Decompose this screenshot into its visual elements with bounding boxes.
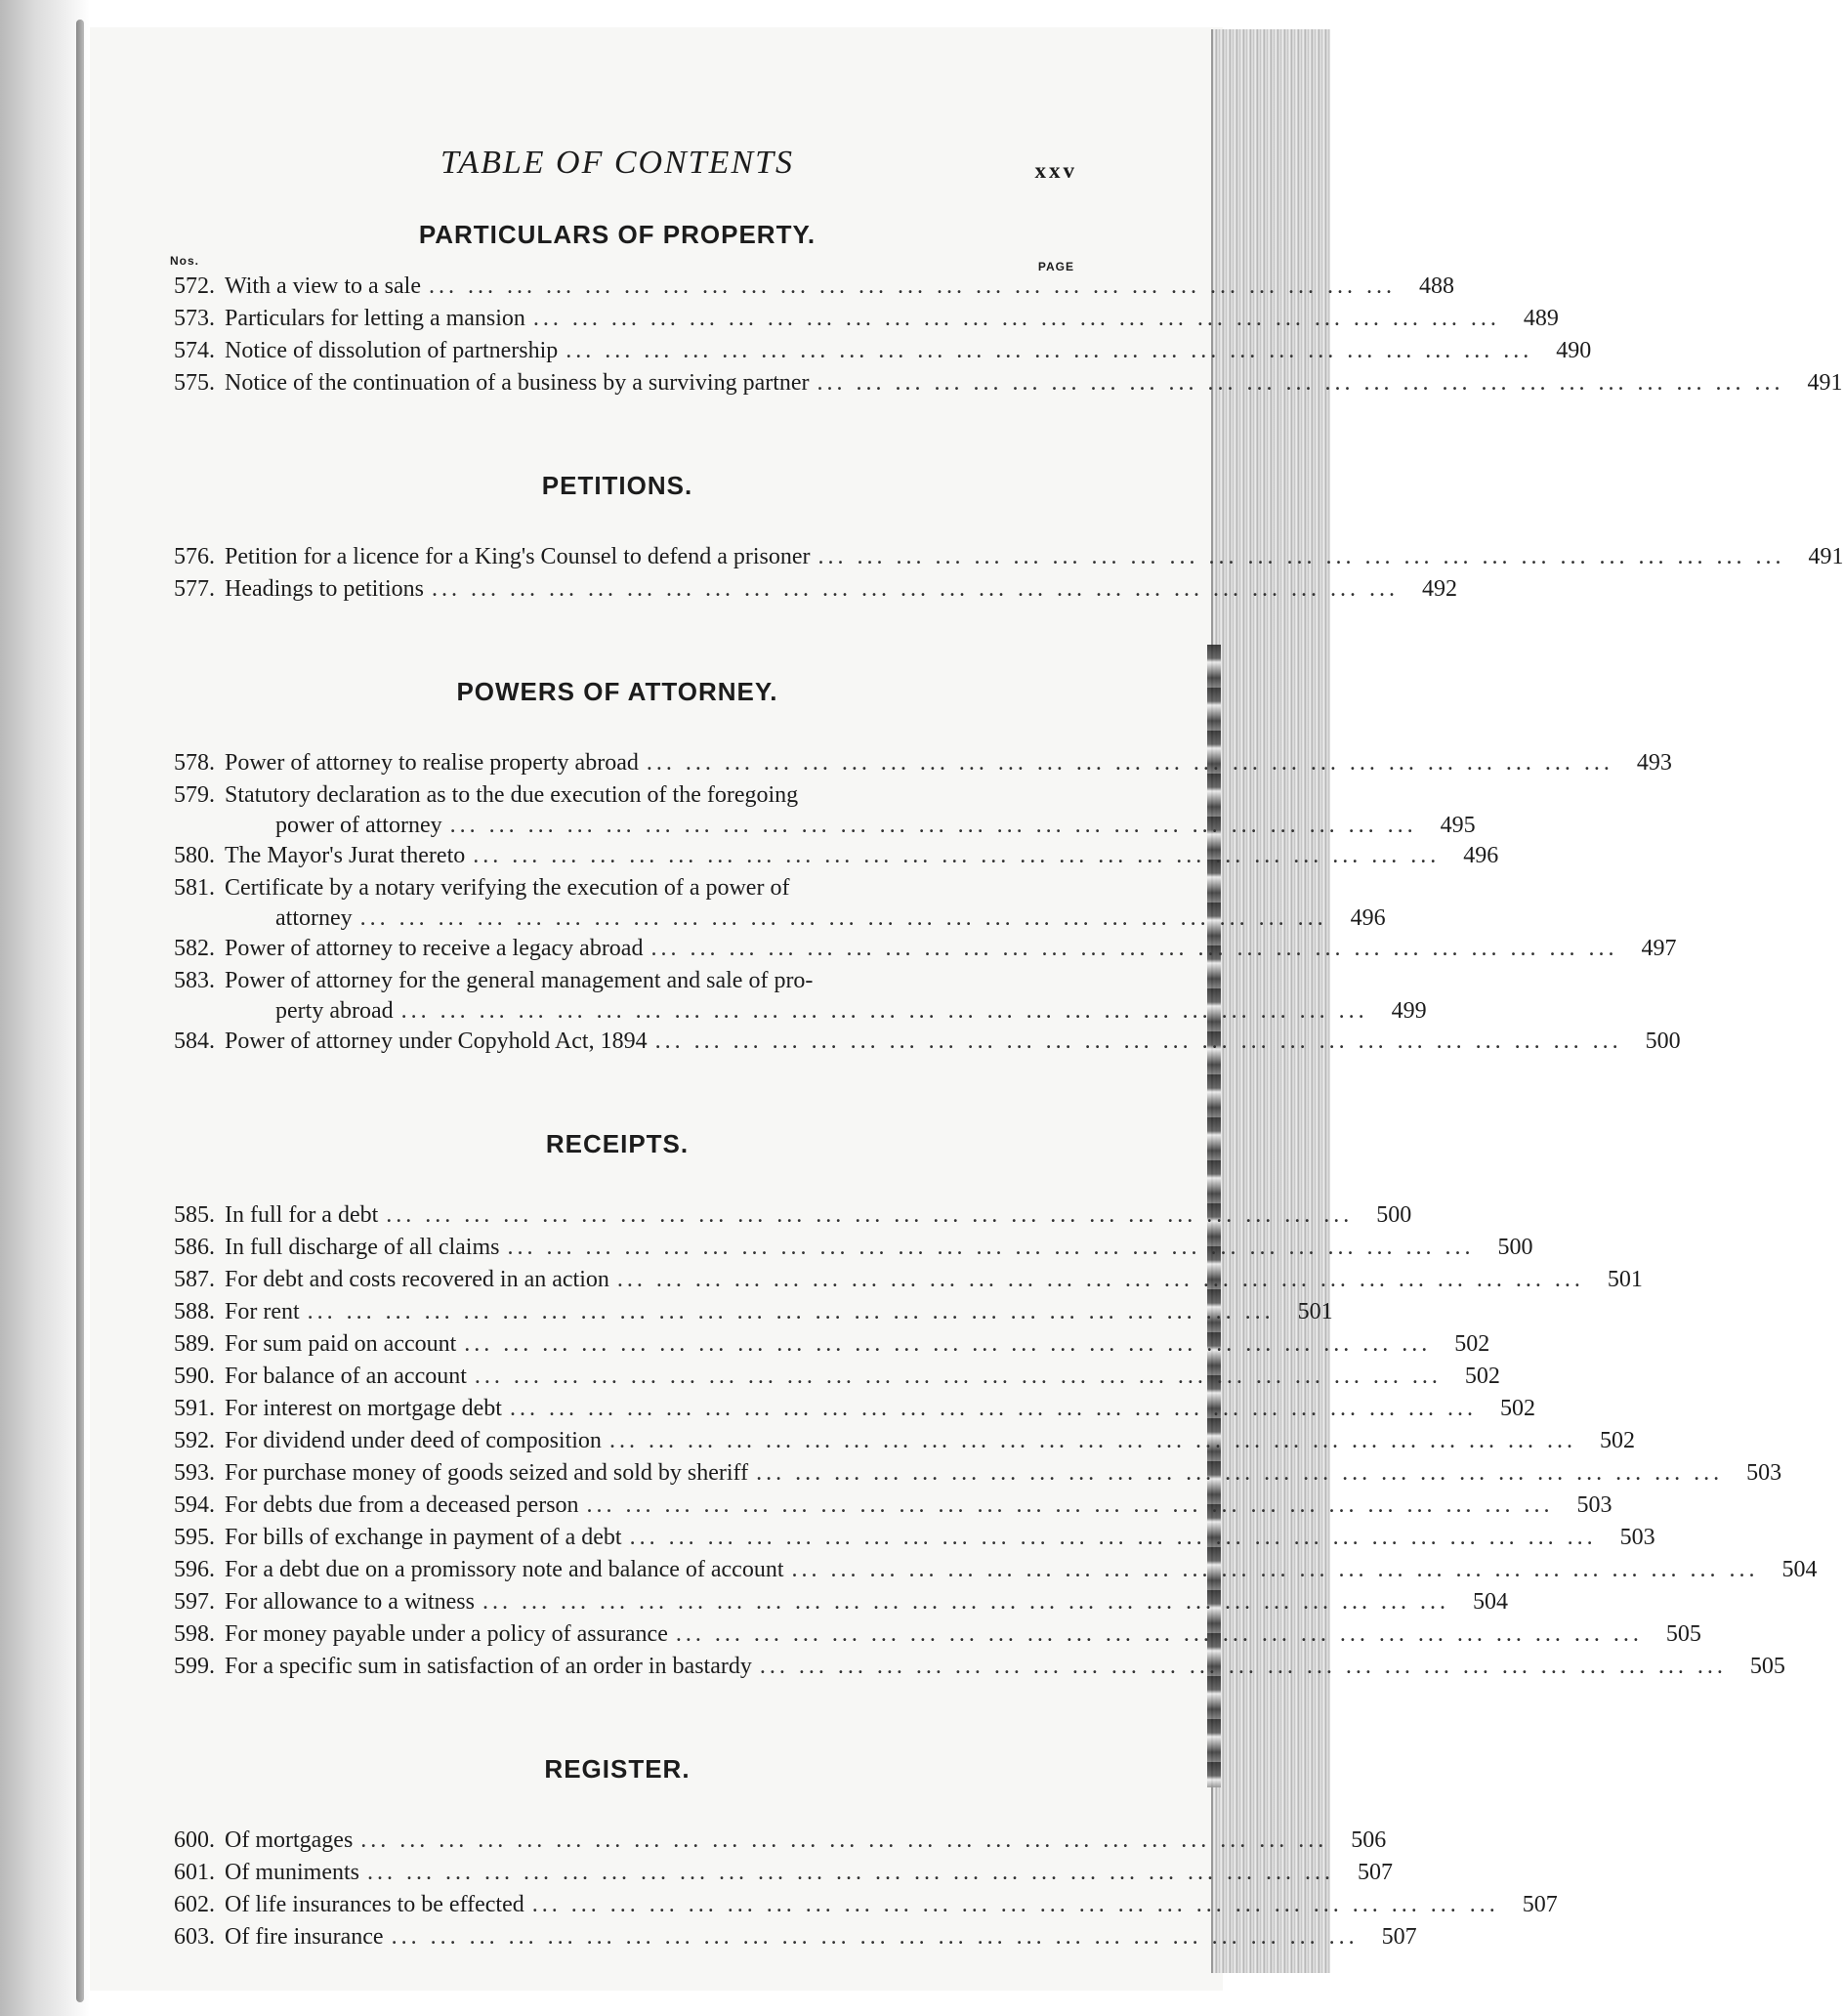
entry-number: 583. — [174, 968, 215, 993]
entry-number: 587. — [174, 1267, 215, 1292]
entry-title: For a debt due on a promissory note and balance of account — [225, 1557, 784, 1582]
section-spacer — [158, 1058, 1076, 1128]
column-headings — [158, 251, 1076, 271]
table-of-contents — [158, 145, 1843, 1953]
dot-leader: ... ... ... ... ... ... ... ... ... ... ... ... ... ... ... ... ... ... ... ... ... ... ... ... ... — [756, 1460, 1724, 1486]
entry-number: 582. — [174, 936, 215, 961]
entry-number: 591. — [174, 1396, 215, 1421]
entry-number: 586. — [174, 1235, 215, 1260]
gutter-shadow — [76, 20, 84, 2002]
entry-title: In full discharge of all claims — [225, 1235, 500, 1260]
dot-leader: ... ... ... ... ... ... ... ... ... ... ... ... ... ... ... ... ... ... ... ... ... ... ... ... ... — [482, 1589, 1449, 1615]
dot-leader: ... ... ... ... ... ... ... ... ... ... ... ... ... ... ... ... ... ... ... ... ... ... ... ... ... — [654, 1029, 1622, 1054]
entry-title: The Mayor's Jurat thereto — [225, 843, 466, 868]
entry-page: 500 — [1497, 1235, 1533, 1260]
entry-number: 594. — [174, 1492, 215, 1518]
toc-entry — [158, 1361, 1500, 1393]
folio-number: xxv — [1034, 158, 1077, 183]
toc-entry — [158, 1651, 1785, 1683]
dot-leader: ... ... ... ... ... ... ... ... ... ... ... ... ... ... ... ... ... ... ... ... ... ... ... ... ... — [386, 1202, 1354, 1228]
entry-page: 507 — [1381, 1924, 1417, 1950]
entry-title: Of life insurances to be effected — [225, 1892, 524, 1917]
entry-page: 489 — [1523, 306, 1559, 331]
entry-page: 490 — [1556, 338, 1592, 363]
toc-entry — [158, 1328, 1490, 1361]
section-spacer — [158, 606, 1076, 676]
toc-entry — [158, 1825, 1387, 1857]
entry-title: For balance of an account — [225, 1364, 467, 1389]
entry-title-continued: perty abroad — [275, 998, 394, 1024]
entry-title: Of muniments — [225, 1860, 359, 1885]
entry-page: 500 — [1645, 1029, 1681, 1054]
entry-page: 501 — [1607, 1267, 1643, 1292]
entry-title: Power of attorney under Copyhold Act, 1894 — [225, 1029, 648, 1054]
entry-number: 574. — [174, 338, 215, 363]
entry-page: 499 — [1391, 998, 1427, 1024]
toc-entry — [158, 1618, 1701, 1651]
toc-entry — [158, 840, 1499, 872]
entry-page: 504 — [1472, 1589, 1508, 1615]
toc-sections — [158, 219, 1843, 1953]
heading-spacer — [158, 502, 1076, 541]
entry-title: For rent — [225, 1299, 300, 1324]
entry-page: 503 — [1746, 1460, 1782, 1486]
toc-entry — [158, 303, 1559, 335]
entry-title: For bills of exchange in payment of a debt — [225, 1525, 622, 1550]
entry-page: 491 — [1807, 370, 1843, 396]
toc-entry — [158, 1232, 1533, 1264]
entry-page: 505 — [1665, 1621, 1701, 1647]
heading-spacer — [158, 1160, 1076, 1199]
entry-page: 497 — [1641, 936, 1677, 961]
toc-entry — [158, 1457, 1782, 1490]
entry-title: For purchase money of goods seized and sold by sheriff — [225, 1460, 749, 1486]
entry-page: 506 — [1351, 1827, 1387, 1853]
entry-number: 603. — [174, 1924, 215, 1950]
entry-number: 572. — [174, 273, 215, 299]
dot-leader: ... ... ... ... ... ... ... ... ... ... ... ... ... ... ... ... ... ... ... ... ... ... ... ... ... — [646, 750, 1613, 776]
entry-number: 595. — [174, 1525, 215, 1550]
section-spacer — [158, 1683, 1076, 1753]
section-title: RECEIPTS. — [545, 1129, 690, 1158]
entry-page: 504 — [1781, 1557, 1818, 1582]
entry-title: Petition for a licence for a King's Counsel to defend a prisoner — [225, 544, 811, 569]
toc-entry — [158, 747, 1672, 779]
entry-title-continued: power of attorney — [275, 813, 442, 838]
dot-leader: ... ... ... ... ... ... ... ... ... ... ... ... ... ... ... ... ... ... ... ... ... ... ... ... ... — [359, 905, 1327, 931]
toc-entry — [158, 1554, 1818, 1586]
entry-number: 592. — [174, 1428, 215, 1453]
entry-number: 579. — [174, 782, 215, 808]
toc-entry — [158, 541, 1843, 573]
toc-entry — [158, 1264, 1643, 1296]
toc-entry — [158, 573, 1457, 606]
entry-title: For money payable under a policy of assurance — [225, 1621, 668, 1647]
page-label: PAGE — [1037, 260, 1074, 273]
entry-number: 580. — [174, 843, 215, 868]
entry-page: 496 — [1350, 905, 1386, 931]
entry-page: 496 — [1463, 843, 1499, 868]
entry-title: Statutory declaration as to the due execution of the foregoing — [225, 782, 799, 808]
dot-leader: ... ... ... ... ... ... ... ... ... ... ... ... ... ... ... ... ... ... ... ... ... ... ... ... ... — [791, 1557, 1759, 1582]
dot-leader: ... ... ... ... ... ... ... ... ... ... ... ... ... ... ... ... ... ... ... ... ... ... ... ... ... — [431, 576, 1399, 602]
entry-title: Notice of dissolution of partnership — [225, 338, 559, 363]
entry-page: 501 — [1297, 1299, 1333, 1324]
toc-entry — [158, 1026, 1681, 1058]
entry-number: 577. — [174, 576, 215, 602]
entry-page: 493 — [1636, 750, 1672, 776]
entry-number: 597. — [174, 1589, 215, 1615]
section-title: REGISTER. — [544, 1754, 691, 1784]
toc-entry — [158, 1921, 1417, 1953]
page-title: TABLE OF CONTENTS — [440, 145, 795, 181]
toc-entry — [158, 1586, 1508, 1618]
dot-leader: ... ... ... ... ... ... ... ... ... ... ... ... ... ... ... ... ... ... ... ... ... ... ... ... ... — [507, 1235, 1475, 1260]
dot-leader: ... ... ... ... ... ... ... ... ... ... ... ... ... ... ... ... ... ... ... ... ... ... ... ... ... — [367, 1860, 1334, 1885]
entry-number: 578. — [174, 750, 215, 776]
dot-leader: ... ... ... ... ... ... ... ... ... ... ... ... ... ... ... ... ... ... ... ... ... ... ... ... ... — [629, 1525, 1597, 1550]
toc-entry — [158, 872, 1076, 903]
entry-page: 488 — [1418, 273, 1454, 299]
toc-entry — [158, 1393, 1535, 1425]
entry-title-continued: attorney — [275, 905, 353, 931]
dot-leader: ... ... ... ... ... ... ... ... ... ... ... ... ... ... ... ... ... ... ... ... ... ... ... ... ... — [650, 936, 1618, 961]
entry-title: For a specific sum in satisfaction of an order in bastardy — [225, 1654, 752, 1679]
entry-number: 588. — [174, 1299, 215, 1324]
entry-page: 507 — [1358, 1860, 1393, 1885]
entry-number: 593. — [174, 1460, 215, 1486]
entry-page: 502 — [1599, 1428, 1635, 1453]
entry-number: 596. — [174, 1557, 215, 1582]
dot-leader: ... ... ... ... ... ... ... ... ... ... ... ... ... ... ... ... ... ... ... ... ... ... ... ... ... — [817, 370, 1784, 396]
entry-number: 590. — [174, 1364, 215, 1389]
entry-number: 602. — [174, 1892, 215, 1917]
entry-page: 502 — [1454, 1331, 1490, 1357]
entry-number: 600. — [174, 1827, 215, 1853]
entry-number: 601. — [174, 1860, 215, 1885]
toc-entry — [158, 367, 1843, 399]
dot-leader: ... ... ... ... ... ... ... ... ... ... ... ... ... ... ... ... ... ... ... ... ... ... ... ... ... — [817, 544, 1785, 569]
dot-leader: ... ... ... ... ... ... ... ... ... ... ... ... ... ... ... ... ... ... ... ... ... ... ... ... ... — [400, 998, 1368, 1024]
toc-entry-continuation — [158, 995, 1427, 1026]
toc-entry — [158, 1490, 1613, 1522]
entry-title: For sum paid on account — [225, 1331, 457, 1357]
entry-page: 502 — [1464, 1364, 1500, 1389]
section-title: PARTICULARS OF PROPERTY. — [418, 220, 817, 249]
entry-title: Power of attorney to realise property abroad — [225, 750, 639, 776]
entry-title: With a view to a sale — [225, 273, 421, 299]
dot-leader: ... ... ... ... ... ... ... ... ... ... ... ... ... ... ... ... ... ... ... ... ... ... ... ... ... — [565, 338, 1533, 363]
dot-leader: ... ... ... ... ... ... ... ... ... ... ... ... ... ... ... ... ... ... ... ... ... ... ... ... ... — [509, 1396, 1477, 1421]
entry-page: 502 — [1499, 1396, 1535, 1421]
entry-page: 505 — [1749, 1654, 1785, 1679]
dot-leader: ... ... ... ... ... ... ... ... ... ... ... ... ... ... ... ... ... ... ... ... ... ... ... ... ... — [759, 1654, 1727, 1679]
dot-leader: ... ... ... ... ... ... ... ... ... ... ... ... ... ... ... ... ... ... ... ... ... ... ... ... ... — [675, 1621, 1643, 1647]
entry-title: For interest on mortgage debt — [225, 1396, 502, 1421]
toc-entry — [158, 965, 1076, 995]
running-head — [158, 147, 1076, 195]
toc-entry — [158, 1199, 1412, 1232]
dot-leader: ... ... ... ... ... ... ... ... ... ... ... ... ... ... ... ... ... ... ... ... ... ... ... ... ... — [360, 1827, 1328, 1853]
entry-title: Power of attorney for the general management and sale of pro- — [225, 968, 814, 993]
entry-page: 491 — [1808, 544, 1843, 569]
entry-number: 589. — [174, 1331, 215, 1357]
entry-title: Notice of the continuation of a business by a surviving partner — [225, 370, 810, 396]
entry-page: 500 — [1376, 1202, 1412, 1228]
dot-leader: ... ... ... ... ... ... ... ... ... ... ... ... ... ... ... ... ... ... ... ... ... ... ... ... ... — [616, 1267, 1584, 1292]
toc-entry — [158, 271, 1454, 303]
entry-page: 503 — [1619, 1525, 1655, 1550]
toc-entry — [158, 1296, 1333, 1328]
toc-entry — [158, 1522, 1655, 1554]
toc-entry — [158, 933, 1677, 965]
entry-number: 598. — [174, 1621, 215, 1647]
dot-leader: ... ... ... ... ... ... ... ... ... ... ... ... ... ... ... ... ... ... ... ... ... ... ... ... ... — [428, 273, 1396, 299]
entry-title: Certificate by a notary verifying the execution of a power of — [225, 875, 790, 901]
entry-title: For debt and costs recovered in an action — [225, 1267, 609, 1292]
toc-entry — [158, 1857, 1393, 1889]
entry-number: 573. — [174, 306, 215, 331]
toc-entry — [158, 1425, 1635, 1457]
heading-spacer — [158, 708, 1076, 747]
toc-entry-continuation — [158, 903, 1386, 933]
entry-title: Particulars for letting a mansion — [225, 306, 525, 331]
dot-leader: ... ... ... ... ... ... ... ... ... ... ... ... ... ... ... ... ... ... ... ... ... ... ... ... ... — [464, 1331, 1432, 1357]
entry-number: 585. — [174, 1202, 215, 1228]
entry-number: 599. — [174, 1654, 215, 1679]
nos-label: Nos. — [170, 254, 200, 268]
toc-entry — [158, 335, 1592, 367]
dot-leader: ... ... ... ... ... ... ... ... ... ... ... ... ... ... ... ... ... ... ... ... ... ... ... ... ... — [391, 1924, 1359, 1950]
entry-title: Of fire insurance — [225, 1924, 384, 1950]
dot-leader: ... ... ... ... ... ... ... ... ... ... ... ... ... ... ... ... ... ... ... ... ... ... ... ... ... — [586, 1492, 1554, 1518]
entry-number: 576. — [174, 544, 215, 569]
toc-entry-continuation — [158, 810, 1476, 840]
entry-title: For debts due from a deceased person — [225, 1492, 579, 1518]
toc-entry — [158, 779, 1076, 810]
entry-title: Headings to petitions — [225, 576, 424, 602]
entry-title: Power of attorney to receive a legacy abroad — [225, 936, 644, 961]
dot-leader: ... ... ... ... ... ... ... ... ... ... ... ... ... ... ... ... ... ... ... ... ... ... ... ... ... — [531, 1892, 1499, 1917]
dot-leader: ... ... ... ... ... ... ... ... ... ... ... ... ... ... ... ... ... ... ... ... ... ... ... ... ... — [473, 843, 1441, 868]
entry-page: 495 — [1440, 813, 1476, 838]
entry-title: For dividend under deed of composition — [225, 1428, 602, 1453]
dot-leader: ... ... ... ... ... ... ... ... ... ... ... ... ... ... ... ... ... ... ... ... ... ... ... ... ... — [532, 306, 1500, 331]
section-title: PETITIONS. — [541, 471, 693, 500]
entry-title: For allowance to a witness — [225, 1589, 475, 1615]
section-title: POWERS OF ATTORNEY. — [456, 677, 778, 706]
dot-leader: ... ... ... ... ... ... ... ... ... ... ... ... ... ... ... ... ... ... ... ... ... ... ... ... ... — [307, 1299, 1275, 1324]
dot-leader: ... ... ... ... ... ... ... ... ... ... ... ... ... ... ... ... ... ... ... ... ... ... ... ... ... — [608, 1428, 1576, 1453]
entry-title: In full for a debt — [225, 1202, 379, 1228]
dot-leader: ... ... ... ... ... ... ... ... ... ... ... ... ... ... ... ... ... ... ... ... ... ... ... ... ... — [474, 1364, 1442, 1389]
entry-page: 492 — [1421, 576, 1457, 602]
entry-title: Of mortgages — [225, 1827, 354, 1853]
entry-page: 503 — [1576, 1492, 1613, 1518]
dot-leader: ... ... ... ... ... ... ... ... ... ... ... ... ... ... ... ... ... ... ... ... ... ... ... ... ... — [449, 813, 1417, 838]
section-spacer — [158, 399, 1076, 470]
entry-number: 581. — [174, 875, 215, 901]
entry-page: 507 — [1522, 1892, 1558, 1917]
entry-number: 575. — [174, 370, 215, 396]
entry-number: 584. — [174, 1029, 215, 1054]
toc-entry — [158, 1889, 1558, 1921]
heading-spacer — [158, 1785, 1076, 1825]
